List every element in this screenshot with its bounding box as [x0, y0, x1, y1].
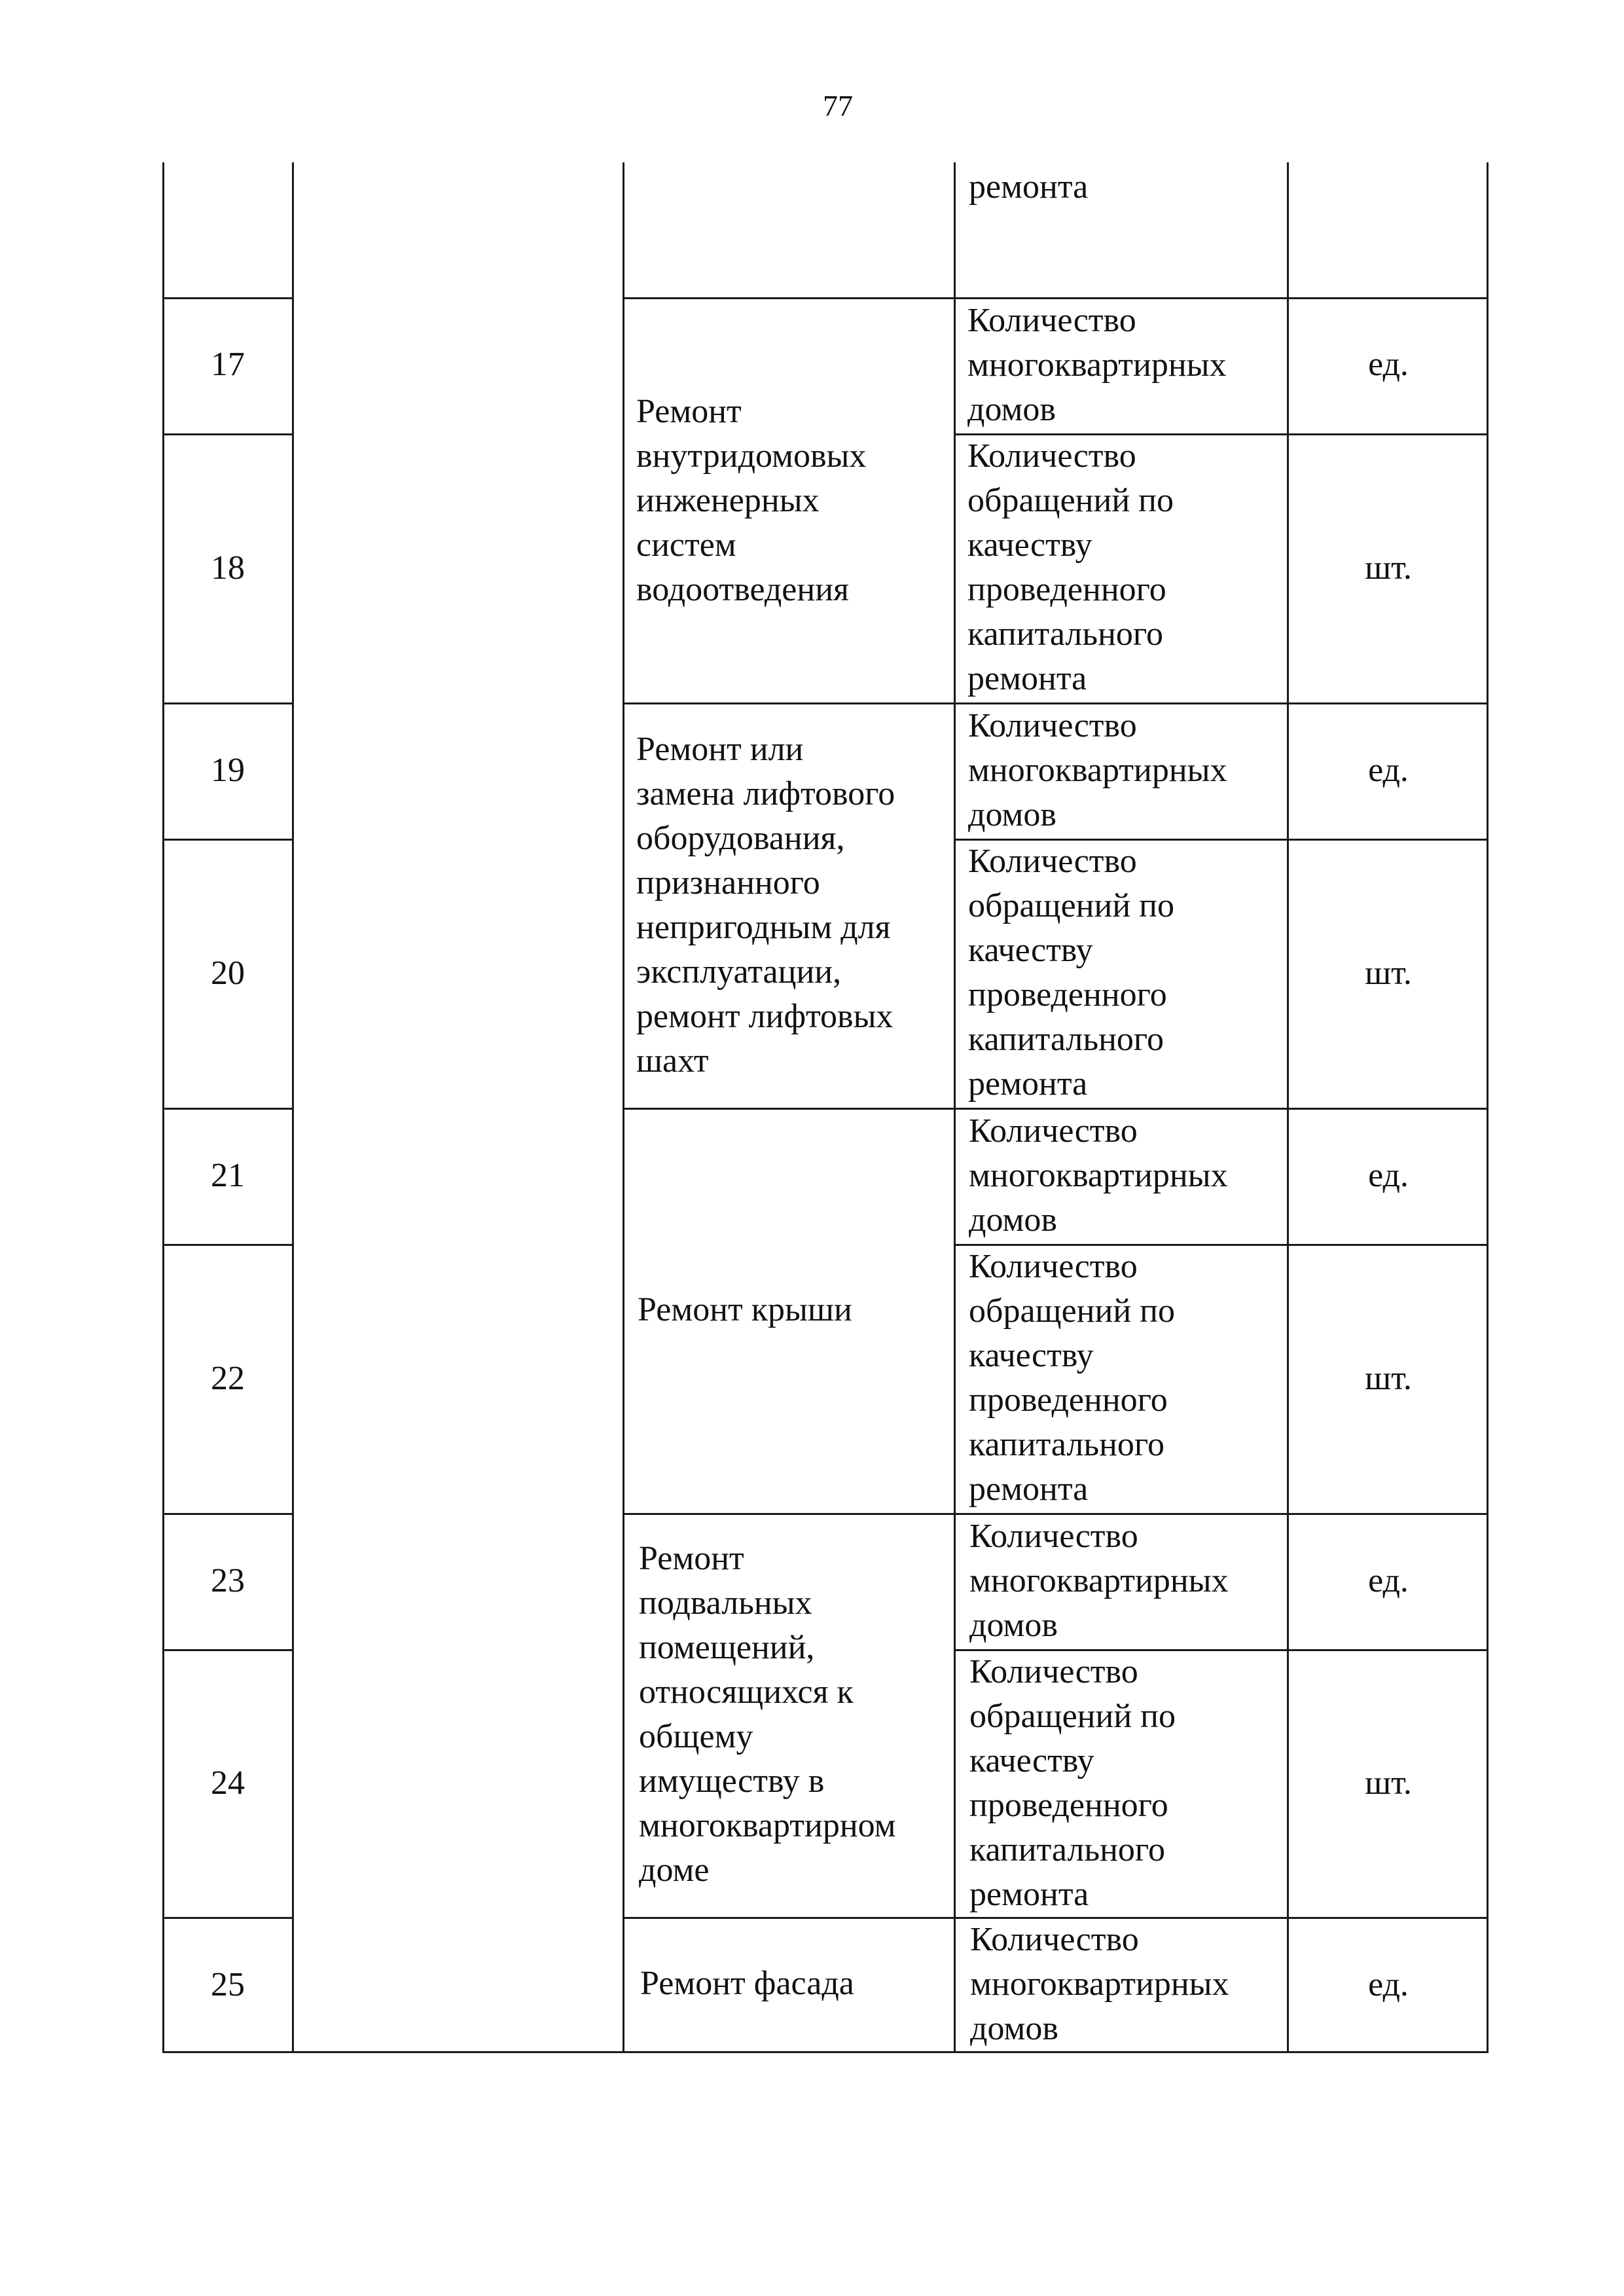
unit-text: ед. — [1368, 1157, 1409, 1194]
row-number: 18 — [211, 549, 245, 587]
row-line — [162, 297, 294, 299]
unit-text: ед. — [1368, 752, 1409, 789]
unit-text: ед. — [1368, 1966, 1409, 2003]
unit-text: шт. — [1365, 1764, 1412, 1802]
row-number: 24 — [211, 1764, 245, 1802]
work-type: Ремонт подвальных помещений, относящихся к общему имуществу в многоквартирном доме — [639, 1540, 896, 1889]
row-number: 22 — [211, 1360, 245, 1397]
row-line — [162, 433, 294, 435]
row-line — [162, 1917, 294, 1919]
row-line — [162, 1513, 294, 1515]
row-line — [162, 1244, 294, 1246]
page-number: 77 — [823, 89, 853, 122]
row-line — [162, 702, 294, 704]
work-type: Ремонт крыши — [638, 1291, 852, 1328]
indicator-text: Количество обращений по качеству проведенного капитального ремонта — [969, 1248, 1175, 1508]
unit-text: ед. — [1368, 346, 1409, 383]
row-line — [162, 1108, 294, 1110]
row-number: 23 — [211, 1562, 245, 1599]
indicator-text: Количество многоквартирных домов — [969, 1112, 1228, 1239]
indicator-text: Количество обращений по качеству проведенного капитального ремонта — [968, 843, 1174, 1102]
row-number: 19 — [211, 752, 245, 789]
row-number: 25 — [211, 1966, 245, 2003]
table-border-bottom — [162, 2051, 1489, 2053]
group-line — [623, 1108, 956, 1110]
row-number: 20 — [211, 955, 245, 992]
unit-text: шт. — [1365, 1360, 1412, 1397]
continuation-text: ремонта — [969, 168, 1089, 206]
work-type: Ремонт или замена лифтового оборудования, признанного непригодным для эксплуатации, ремонт лифтовых шахт — [636, 731, 895, 1080]
indicator-text: Количество обращений по качеству проведенного капитального ремонта — [969, 1653, 1176, 1913]
indicator-text: Количество многоквартирных домов — [968, 707, 1227, 833]
group-line — [623, 702, 956, 704]
unit-text: шт. — [1365, 955, 1412, 992]
work-type: Ремонт фасада — [640, 1965, 854, 2002]
row-number: 17 — [211, 346, 245, 383]
row-line — [162, 839, 294, 841]
unit-text: шт. — [1365, 549, 1412, 587]
work-type: Ремонт внутридомовых инженерных систем водоотведения — [636, 393, 867, 608]
group-line — [623, 1513, 956, 1515]
group-line — [623, 1917, 956, 1919]
row-number: 21 — [211, 1157, 245, 1194]
indicator-text: Количество многоквартирных домов — [969, 1518, 1229, 1644]
group-line — [623, 297, 956, 299]
row-line — [162, 1649, 294, 1651]
indicator-text: Количество многоквартирных домов — [967, 302, 1227, 428]
indicator-text: Количество многоквартирных домов — [970, 1921, 1229, 2047]
unit-text: ед. — [1368, 1562, 1409, 1599]
indicator-text: Количество обращений по качеству проведенного капитального ремонта — [967, 437, 1174, 697]
